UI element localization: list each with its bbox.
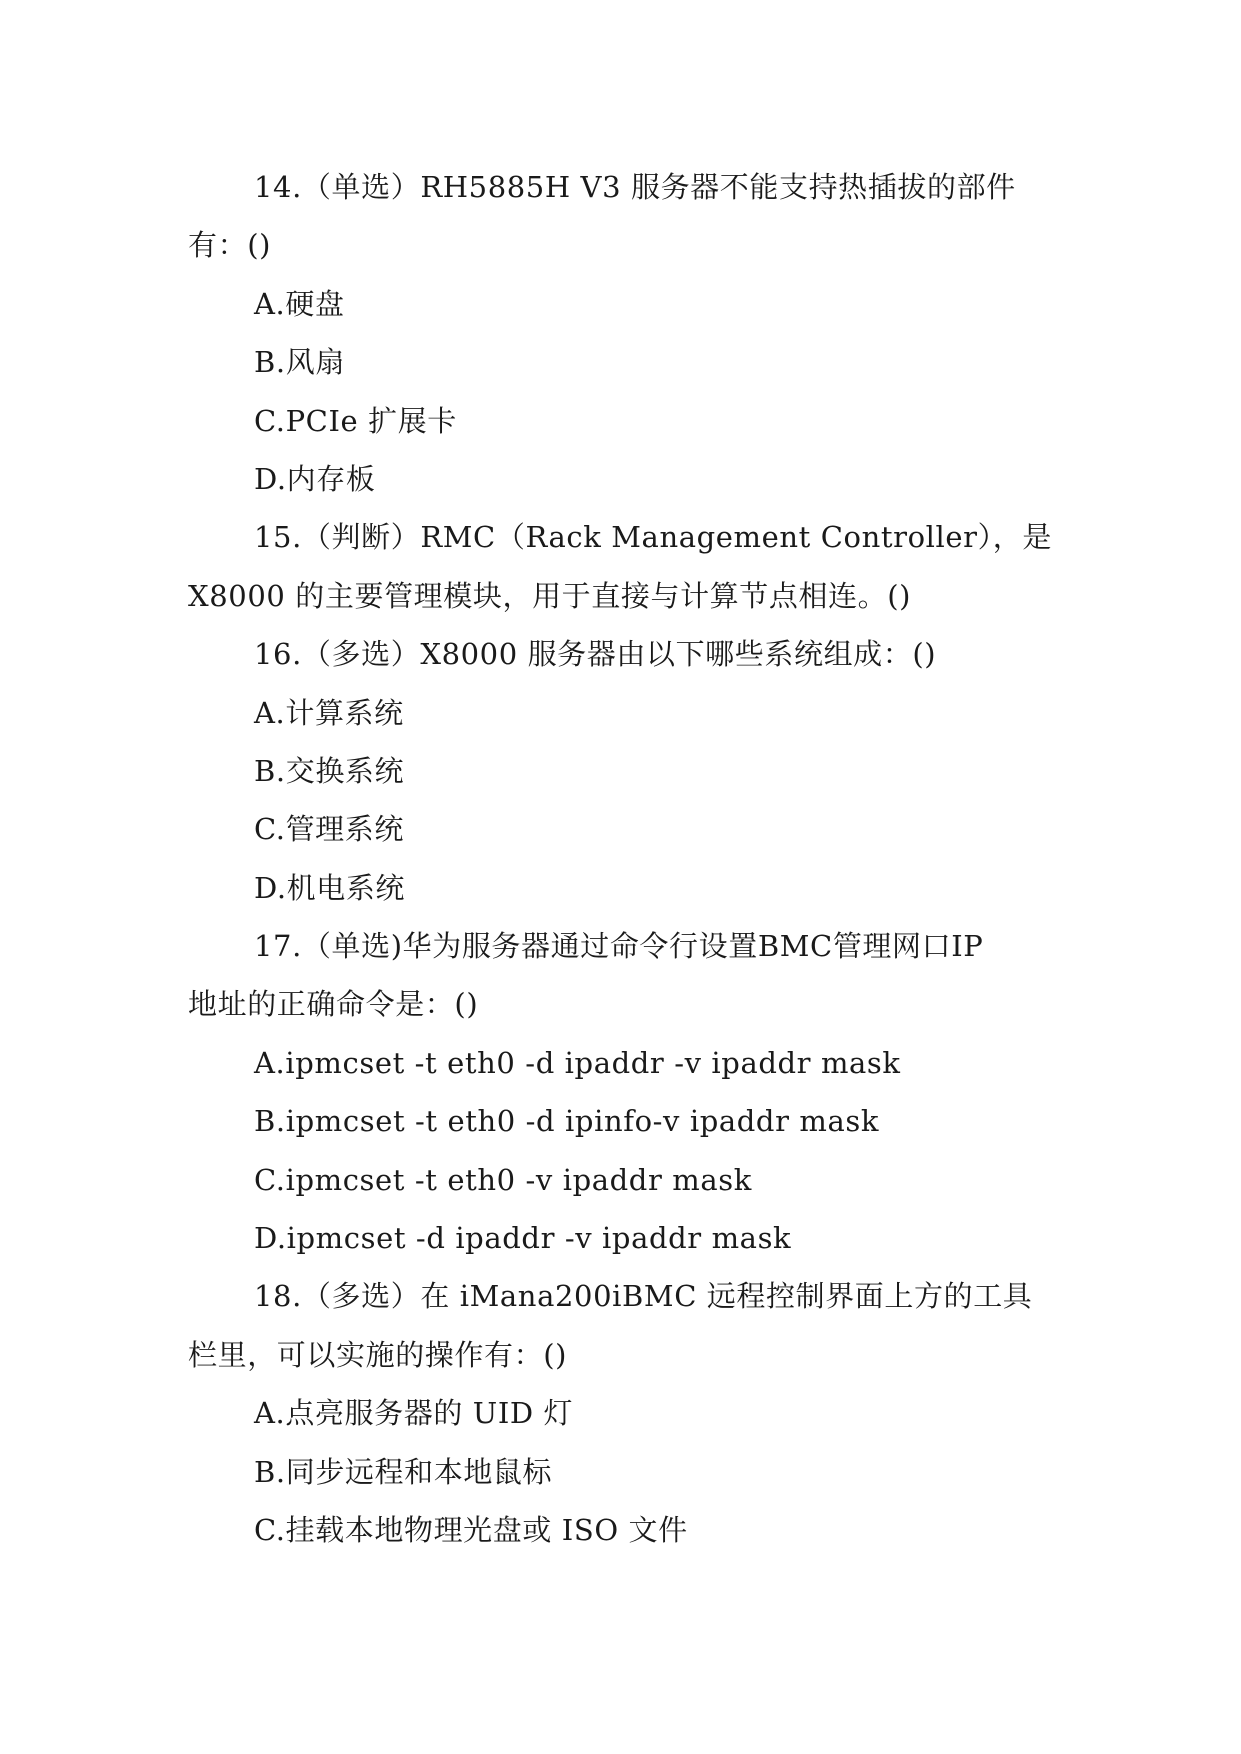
question-14-option-a: A.硬盘	[254, 286, 345, 321]
question-14-option-c: C.PCIe 扩展卡	[254, 403, 457, 438]
question-14-option-b: B.风扇	[254, 345, 345, 380]
question-17-option-c: C.ipmcset -t eth0 -v ipaddr mask	[254, 1162, 752, 1197]
question-16-option-a: A.计算系统	[254, 695, 404, 730]
question-17-option-a: A.ipmcset -t eth0 -d ipaddr -v ipaddr mask	[254, 1045, 901, 1080]
question-16-stem: 16.（多选）X8000 服务器由以下哪些系统组成：()	[254, 637, 937, 672]
question-14-option-d: D.内存板	[254, 461, 376, 496]
question-14-stem: 14.（单选）RH5885H V3 服务器不能支持热插拔的部件	[254, 170, 1016, 204]
question-16-option-b: B.交换系统	[254, 753, 405, 788]
question-18-option-a: A.点亮服务器的 UID 灯	[254, 1396, 574, 1431]
question-18-option-c: C.挂载本地物理光盘或 ISO 文件	[254, 1512, 688, 1547]
question-17-option-b: B.ipmcset -t eth0 -d ipinfo-v ipaddr mask	[254, 1104, 880, 1139]
question-16-option-c: C.管理系统	[254, 812, 404, 847]
question-15-stem-cont: X8000 的主要管理模块，用于直接与计算节点相连。()	[188, 578, 912, 613]
question-17-stem: 17.（单选)华为服务器通过命令行设置BMC管理网口IP	[254, 929, 984, 964]
question-15-stem: 15.（判断）RMC（Rack Management Controller），是	[254, 520, 1052, 555]
document-page	[188, 158, 1068, 1559]
question-16-option-d: D.机电系统	[254, 870, 406, 905]
question-18-stem: 18.（多选）在 iMana200iBMC 远程控制界面上方的工具	[254, 1279, 1033, 1314]
question-17-stem-cont: 地址的正确命令是：()	[188, 987, 479, 1022]
question-17-option-d: D.ipmcset -d ipaddr -v ipaddr mask	[254, 1221, 792, 1256]
question-18-stem-cont: 栏里，可以实施的操作有：()	[188, 1337, 568, 1372]
question-18-option-b: B.同步远程和本地鼠标	[254, 1454, 553, 1489]
question-14-stem-cont: 有：()	[188, 228, 272, 263]
